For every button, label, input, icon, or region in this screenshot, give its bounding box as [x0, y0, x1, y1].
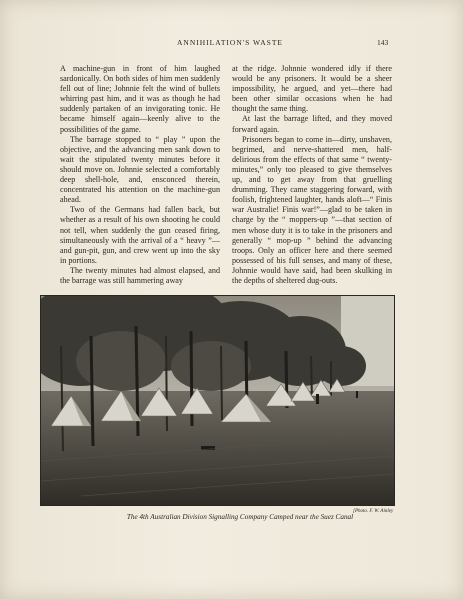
- photo-caption: The 4th Australian Division Signalling Company Camped near the Suez Canal: [126, 513, 354, 521]
- paragraph: The barrage stopped to “ play ” upon the objective, and the advancing men sank down to wait the stipulated twenty minutes before it should move on. Johnnie selected a comfortably deep shell-hole, and, ensconced therein, concentrated his attention on the machine-gun ahead.: [60, 134, 220, 205]
- paragraph: At last the barrage lifted, and they moved forward again.: [232, 114, 392, 134]
- paragraph: A machine-gun in front of him laughed sardonically. On both sides of him men suddenly fell out of line; Johnnie felt the wind of bullets whirring past him, and it was as though he had suddenly partaken of an invigorating tonic. He became himself again—keenly alive to the possibilities of the game.: [60, 64, 220, 134]
- page-number: 143: [377, 38, 389, 47]
- paragraph: Prisoners began to come in—dirty, unshaven, begrimed, and nerve-shattered men, half-delirious from the effects of that same “ twenty-minutes,” only too pleased to give themselves up, and to get away from that gruelling drumming. They came staggering forward, with foolish, frightened laughter, hands aloft—“ Finis war Australie! Finis war!”—glad to be taken in charge by the “ moppers-up ”—that section of men whose duty it is to take in the prisoners and generally “ mop-up ” behind the advancing troops. Only an officer here and there seemed possessed of his full senses, and many of these, Johnnie would have said, had been skulking in the depths of sheltered dug-outs.: [232, 134, 392, 285]
- right-column: [232, 64, 392, 286]
- running-head: ANNIHILATION'S WASTE: [177, 38, 283, 47]
- paragraph: at the ridge. Johnnie wondered idly if there would be any prisoners. It would be a sheer impossibility, he argued, and yet—there had been other similar occasions when he had thought the same thing.: [232, 64, 392, 114]
- camp-photograph: [40, 295, 395, 506]
- photo-illustration: [41, 296, 394, 505]
- paragraph: The twenty minutes had almost elapsed, and the barrage was still hammering away: [60, 265, 220, 285]
- photo-credit: [Photo. F. W. Ainley: [353, 509, 394, 514]
- paragraph: Two of the Germans had fallen back, but whether as a result of his own shooting he could not tell, when suddenly the gun ceased firing, simultaneously with the arrival of a “ heavy ”—and gun-pit, gun, and crew went up into the sky in portions.: [60, 205, 220, 265]
- left-column: [60, 64, 220, 286]
